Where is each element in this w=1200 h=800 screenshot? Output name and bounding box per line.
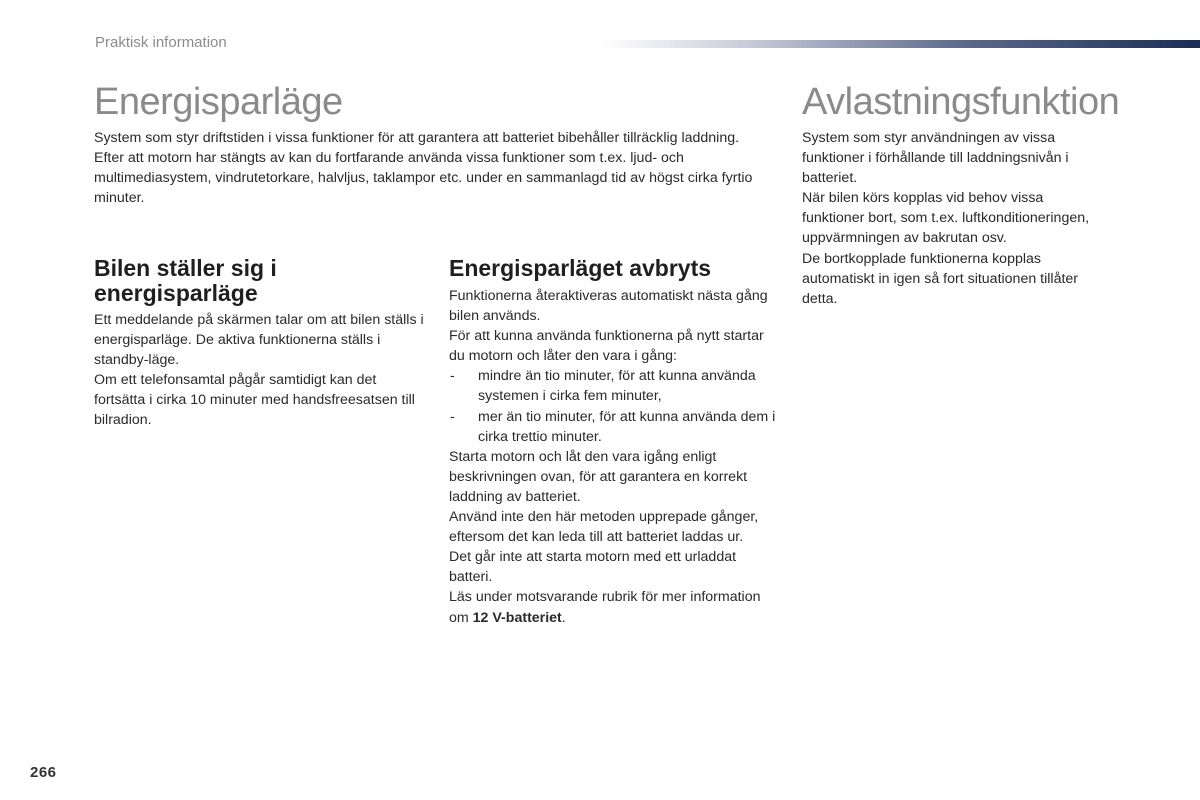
header-gradient-bar (600, 40, 1200, 48)
section-label: Praktisk information (95, 34, 227, 51)
reference-end: . (561, 609, 566, 626)
paragraph (449, 587, 779, 627)
intro-paragraph: Efter att motorn har stängts av kan du fortfarande använda vissa funktioner som t.ex. ljud- och multimediasystem, vindrutetorkare, halvljus, taklampor etc. under en sammanlagd tid av högst cirka fyrtio minuter. (94, 150, 753, 207)
paragraph: Ett meddelande på skärmen talar om att bilen ställs i energisparläge. De aktiva funktionerna ställs i standby-läge. (94, 312, 424, 369)
list-item-text: mindre än tio minuter, för att kunna använda systemen i cirka fem minuter, (478, 368, 756, 405)
exit-energy-saving-heading: Energisparläget avbryts (449, 255, 712, 281)
enter-energy-saving-text (94, 310, 424, 431)
list-item-text: mer än tio minuter, för att kunna använda dem i cirka trettio minuter. (478, 408, 776, 445)
energy-saving-title: Energisparläge (94, 81, 343, 123)
load-shedding-title: Avlastningsfunktion (802, 81, 1120, 123)
paragraph: Funktionerna återaktiveras automatiskt nästa gång bilen används. (449, 288, 768, 325)
paragraph: För att kunna använda funktionerna på nytt startar du motorn och låter den vara i gång: (449, 328, 764, 365)
paragraph: Använd inte den här metoden upprepade gånger, eftersom det kan leda till att batteriet laddas ur. (449, 509, 759, 546)
paragraph: När bilen körs kopplas vid behov vissa funktioner bort, som t.ex. luftkonditioneringen, uppvärmningen av bakrutan osv. (802, 190, 1090, 247)
paragraph: De bortkopplade funktionerna kopplas automatiskt in igen så fort situationen tillåter detta. (802, 250, 1079, 307)
page-number: 266 (30, 764, 57, 781)
load-shedding-text (802, 128, 1102, 309)
paragraph: Starta motorn och låt den vara igång enligt beskrivningen ovan, för att garantera en korrekt laddning av batteriet. (449, 448, 748, 505)
enter-energy-saving-heading: Bilen ställer sig i energisparläge (94, 255, 277, 306)
battery-reference: 12 V-batteriet (472, 609, 562, 626)
list-item (449, 407, 779, 447)
paragraph: Det går inte att starta motorn med ett urladdat batteri. (449, 549, 737, 586)
list-item (449, 366, 779, 406)
intro-paragraph: System som styr driftstiden i vissa funktioner för att garantera att batteriet bibehåller tillräcklig laddning. (94, 130, 740, 146)
bullet-marker: - (450, 368, 455, 385)
bullet-marker: - (450, 408, 455, 425)
reference-text: Läs under motsvarande rubrik för mer information om (449, 589, 761, 626)
paragraph: System som styr användningen av vissa funktioner i förhållande till laddningsnivån i batteriet. (802, 130, 1069, 187)
exit-energy-saving-text (449, 286, 779, 628)
energy-saving-intro (94, 128, 784, 208)
paragraph: Om ett telefonsamtal pågår samtidigt kan det fortsätta i cirka 10 minuter med handsfreesatsen till bilradion. (94, 372, 415, 429)
